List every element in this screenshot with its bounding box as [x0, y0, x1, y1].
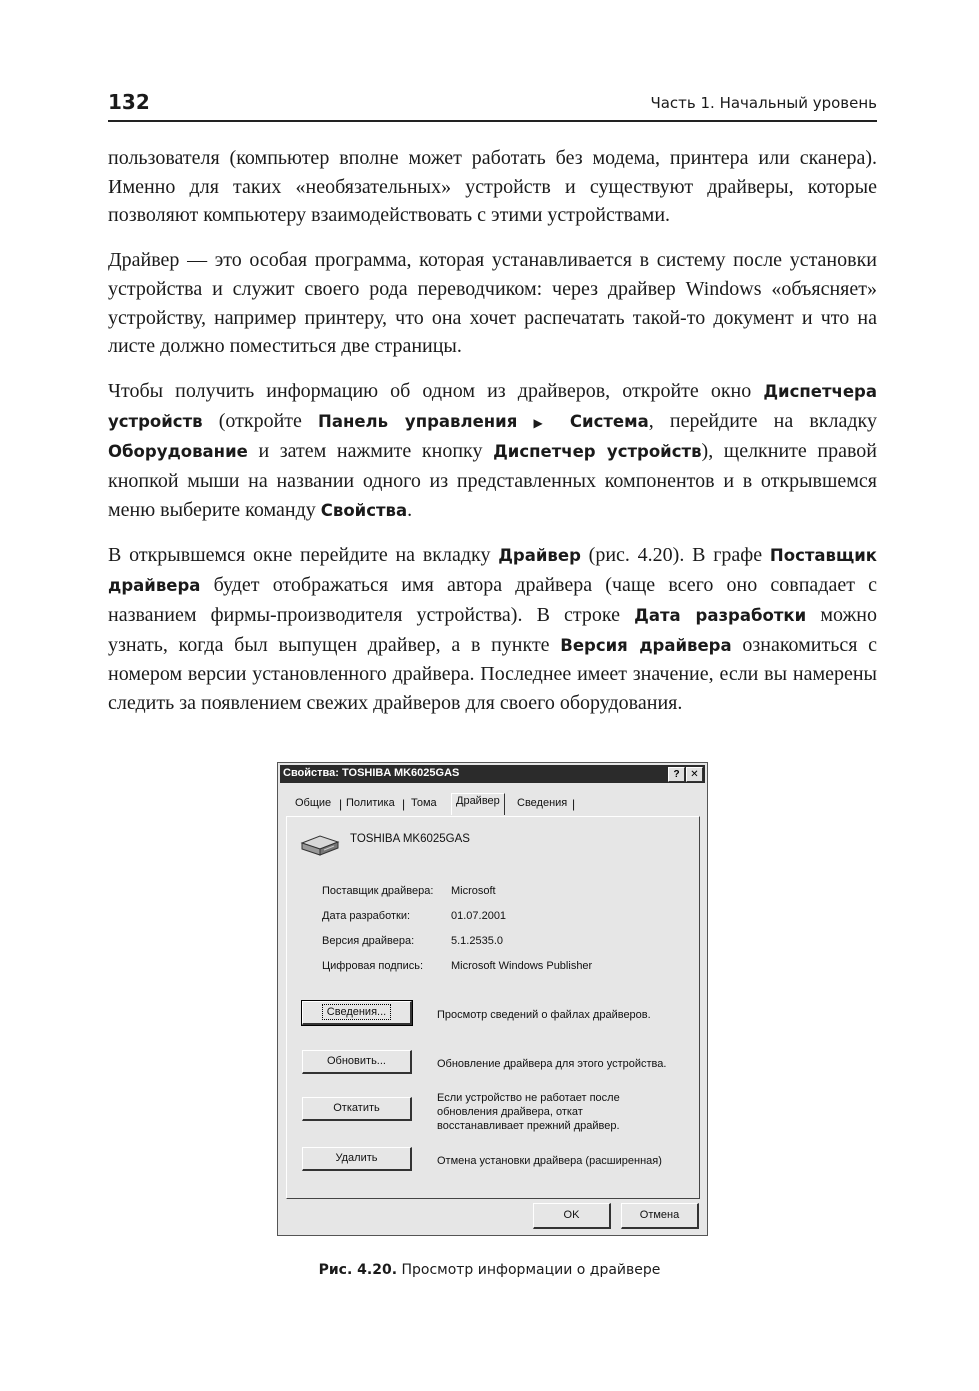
update-driver-desc: Обновление драйвера для этого устройства.: [437, 1058, 667, 1070]
bold-term: Диспетчер устройств: [493, 442, 702, 462]
paragraph-3: [108, 377, 877, 526]
bold-term: Дата разработки: [634, 605, 807, 625]
paragraph-1: пользователя (компьютер вполне может работать без модема, принтера или сканера). Именно для таких «необязательных» устройств и существуют драйверы, которые позволяют компьютеру взаимодействовать с этими устройствами.: [108, 147, 877, 227]
help-button[interactable]: ?: [668, 767, 685, 782]
version-label: Версия драйвера:: [322, 935, 415, 947]
tab-divider: |: [402, 797, 406, 811]
properties-dialog: [277, 762, 708, 1236]
device-name: TOSHIBA MK6025GAS: [350, 833, 470, 845]
close-button[interactable]: ✕: [686, 767, 703, 782]
text-run: Чтобы получить информацию об одном из драйверов, откройте окно: [108, 379, 764, 402]
text-run: В открывшемся окне перейдите на вкладку: [108, 544, 499, 567]
body-text: [108, 144, 877, 734]
rollback-driver-button[interactable]: Откатить: [302, 1097, 412, 1121]
bold-term: Свойства: [320, 500, 408, 520]
text-run: ознакомиться с номером версии установленного драйвера. Последнее имеет значение, если вы намерены следить за появлением свежих драйверов для своего оборудования.: [108, 633, 878, 714]
uninstall-driver-button[interactable]: Удалить: [302, 1147, 412, 1171]
text-run: ), щелкните правой кнопкой мыши на названии одного из представленных компонентов и в открывшемся меню выберите команду: [108, 440, 877, 521]
bold-term: Оборудование: [108, 442, 248, 462]
driver-details-desc: Просмотр сведений о файлах драйверов.: [437, 1009, 651, 1021]
caption-text: Просмотр информации о драйвере: [401, 1262, 661, 1278]
button-label: Сведения...: [322, 1004, 391, 1020]
date-value: 01.07.2001: [451, 910, 507, 922]
uninstall-driver-desc: Отмена установки драйвера (расширенная): [437, 1155, 662, 1167]
text-run: , перейдите на вкладку: [648, 409, 877, 432]
menu-arrow-icon: ▶: [533, 415, 554, 430]
tab-divider: |: [572, 797, 576, 811]
cancel-button[interactable]: Отмена: [621, 1203, 699, 1229]
driver-details-button[interactable]: [302, 1001, 412, 1025]
bold-term: Система: [569, 411, 649, 431]
text-run: .: [407, 498, 413, 521]
dialog-title: Свойства: TOSHIBA MK6025GAS: [283, 767, 460, 779]
hard-disk-icon: [300, 833, 340, 857]
tab-driver[interactable]: Драйвер: [451, 793, 505, 815]
version-value: 5.1.2535.0: [451, 935, 503, 947]
signature-value: Microsoft Windows Publisher: [451, 960, 593, 972]
running-head: Часть 1. Начальный уровень: [650, 94, 877, 112]
ok-button[interactable]: OK: [533, 1203, 611, 1229]
tab-volumes[interactable]: Тома: [411, 797, 437, 809]
paragraph-4: [108, 541, 877, 717]
bold-term: Диспетчера устройств: [108, 381, 877, 431]
tab-divider: |: [339, 797, 343, 811]
bold-term: Версия драйвера: [560, 635, 732, 655]
vendor-label: Поставщик драйвера:: [322, 885, 434, 897]
tab-details[interactable]: Сведения: [517, 797, 568, 809]
rollback-driver-desc: Если устройство не работает после обновления драйвера, откат восстанавливает прежний драйвер.: [437, 1092, 620, 1132]
dialog-titlebar[interactable]: [280, 765, 705, 783]
page-number: 132: [108, 90, 150, 114]
vendor-value: Microsoft: [451, 885, 496, 897]
date-label: Дата разработки:: [322, 910, 411, 922]
page-header: [108, 88, 877, 122]
tab-policy[interactable]: Политика: [346, 797, 395, 809]
tab-general[interactable]: Общие: [295, 797, 332, 809]
text-run: и затем нажмите кнопку: [247, 440, 494, 463]
bold-term: Панель управления: [318, 411, 518, 431]
paragraph-2: Драйвер — это особая программа, которая устанавливается в систему после установки устройства и служит своего рода переводчиком: через драйвер Windows «объясняет» устройству, например принтеру, что она хочет распечатать такой-то документ и что на листе должно поместиться две страницы.: [108, 249, 877, 358]
text-run: (рис. 4.20). В графе: [580, 544, 770, 567]
figure-caption: [0, 1262, 979, 1278]
text-run: можно узнать, когда был выпущен драйвер, а в пункте: [108, 603, 877, 656]
bold-term: Поставщик драйвера: [108, 546, 877, 596]
text-run: будет отображаться имя автора драйвера (чаще всего оно совпадает с названием фирмы-производителя устройства). В строке: [108, 574, 877, 626]
update-driver-button[interactable]: Обновить...: [302, 1050, 412, 1074]
caption-number: Рис. 4.20.: [318, 1262, 398, 1278]
bold-term: Драйвер: [498, 546, 581, 566]
text-run: (откройте: [202, 409, 319, 432]
signature-label: Цифровая подпись:: [322, 960, 424, 972]
